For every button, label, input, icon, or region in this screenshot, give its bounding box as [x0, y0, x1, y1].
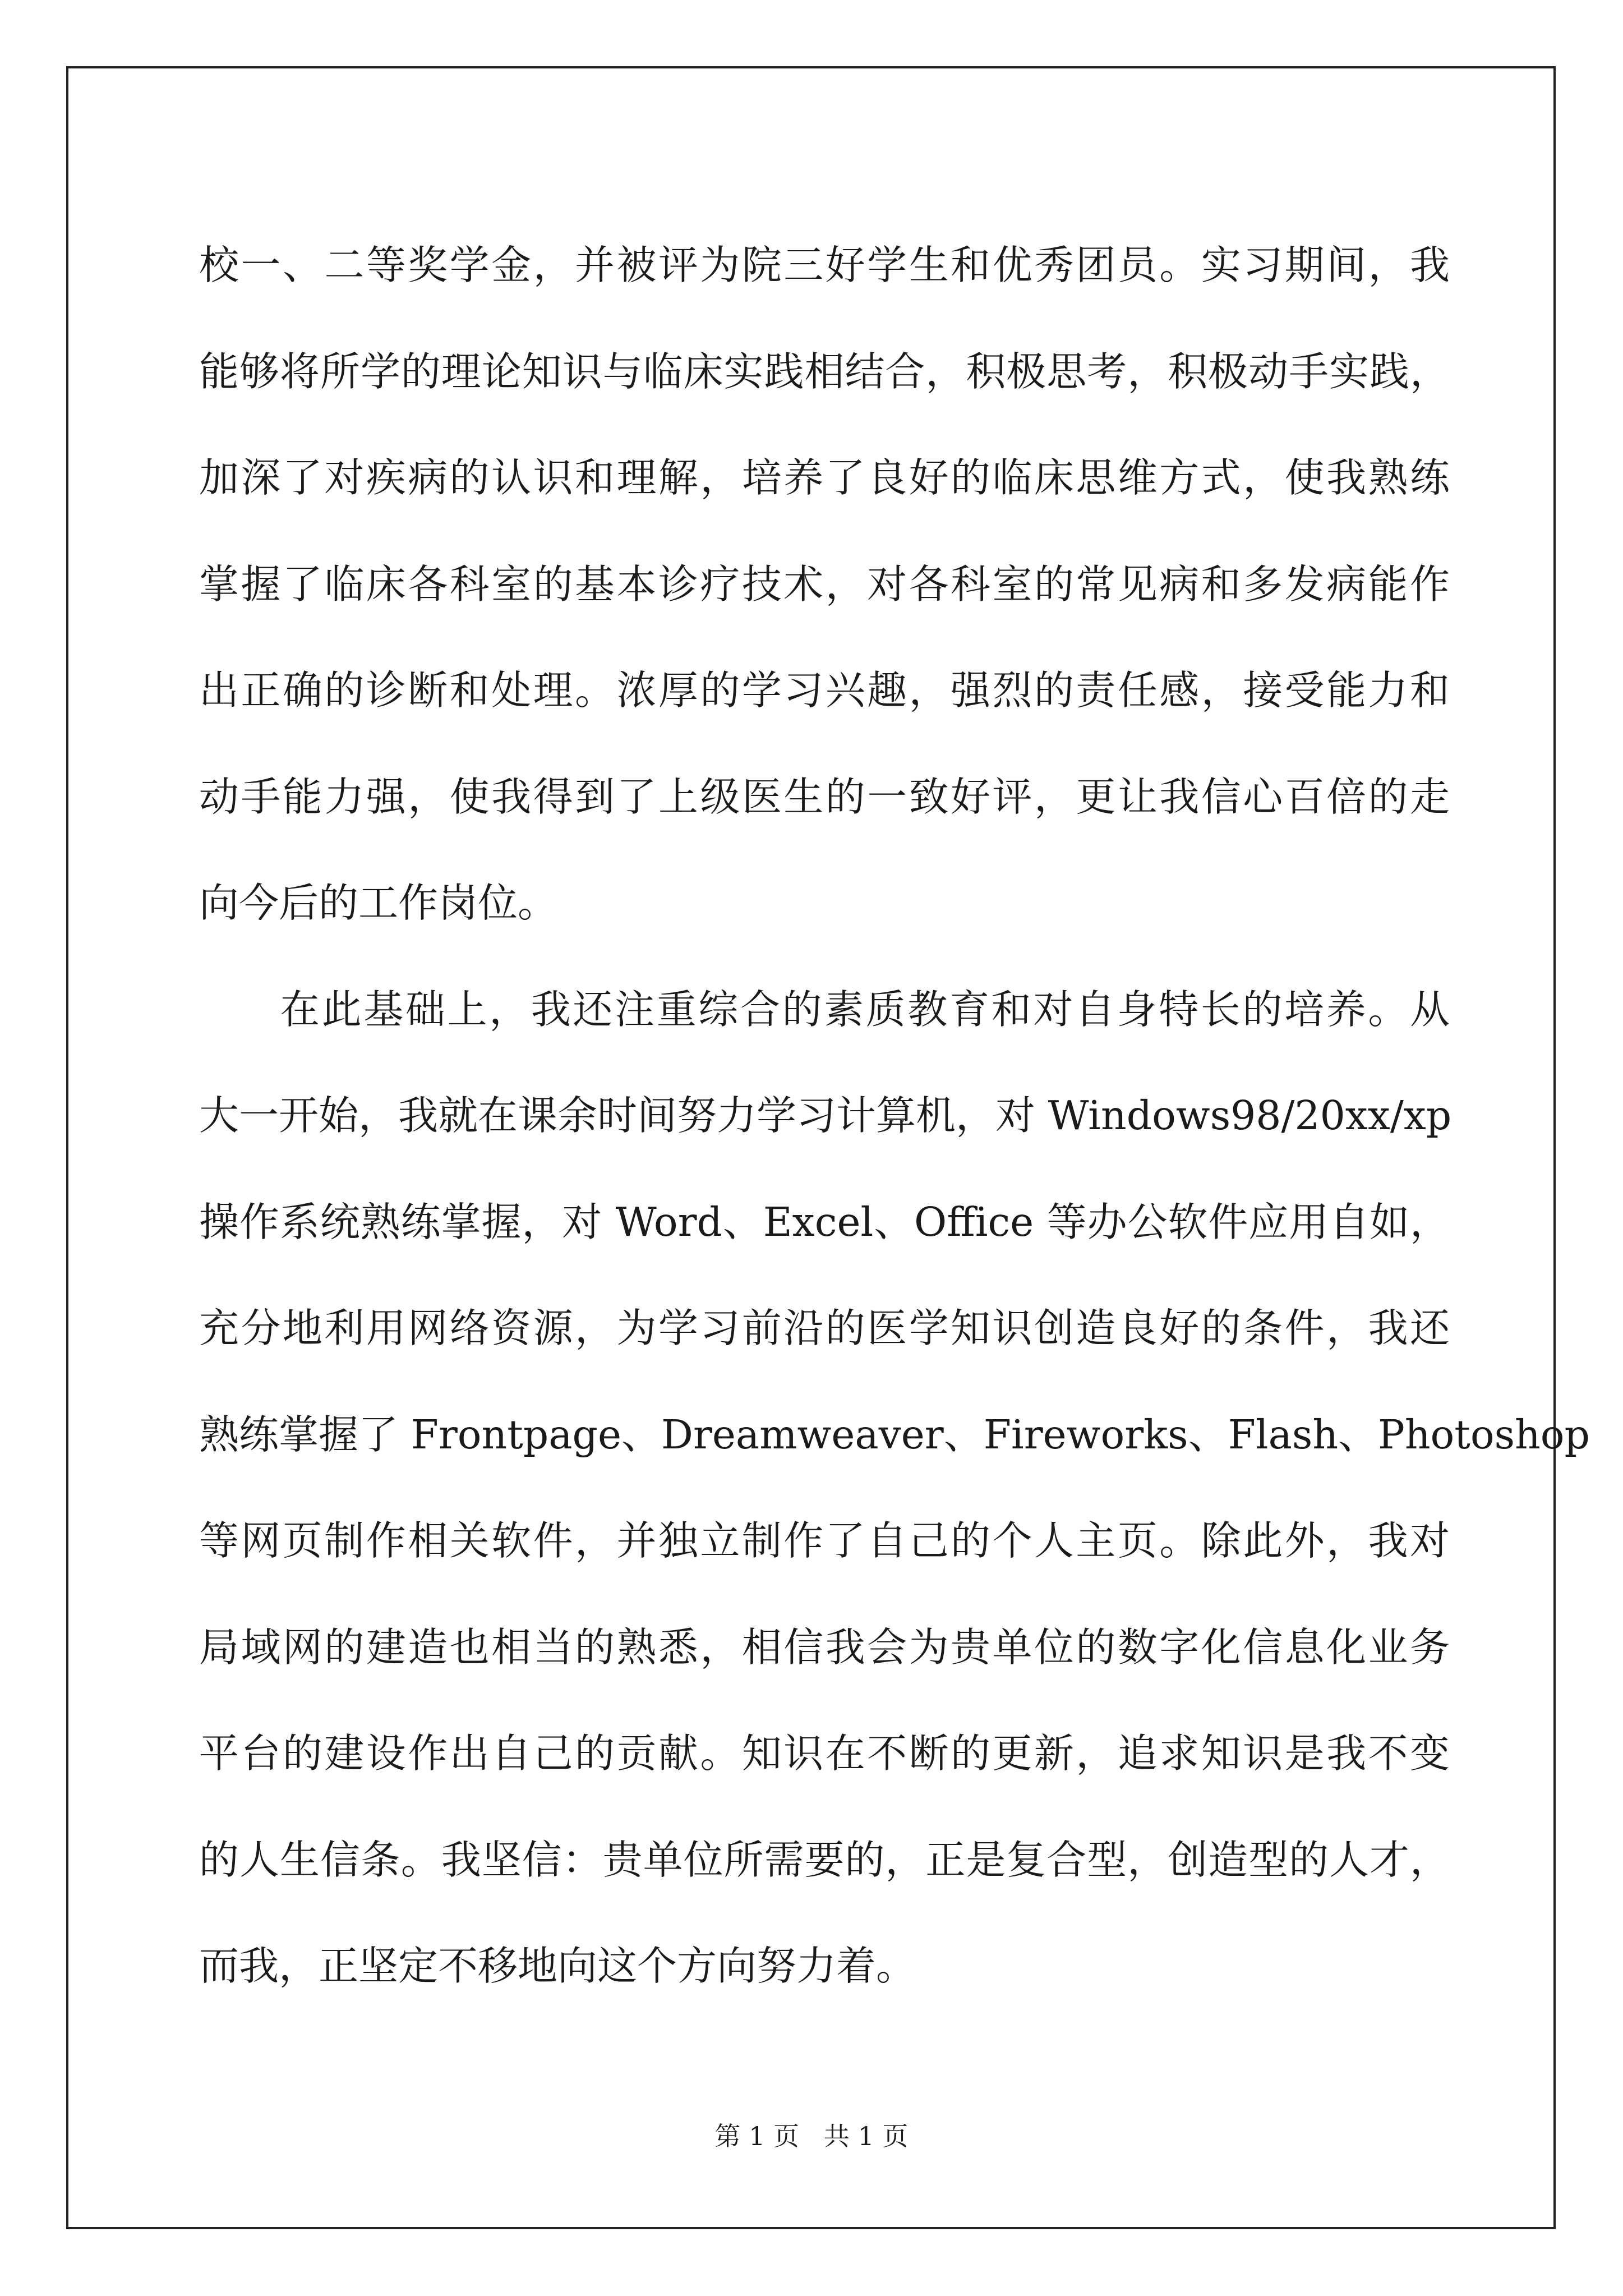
text-line: 充分地利用网络资源，为学习前沿的医学知识创造良好的条件，我还 [199, 1305, 1450, 1351]
text-line: 加深了对疾病的认识和理解，培养了良好的临床思维方式，使我熟练 [199, 454, 1450, 501]
text-line: 等网页制作相关软件，并独立制作了自己的个人主页。除此外，我对 [199, 1517, 1450, 1564]
text-line: 动手能力强，使我得到了上级医生的一致好评，更让我信心百倍的走 [199, 773, 1450, 820]
text-line: 熟练掌握了 Frontpage、Dreamweaver、Fireworks、Flash、Photoshop [199, 1411, 1590, 1458]
page-number-footer: 第 1 页 共 1 页 [714, 2121, 909, 2151]
text-line: 局域网的建造也相当的熟悉，相信我会为贵单位的数字化信息化业务 [199, 1623, 1450, 1671]
text-line: 掌握了临床各科室的基本诊疗技术，对各科室的常见病和多发病能作 [199, 560, 1450, 608]
paragraph-2 [199, 956, 1590, 2019]
paragraph-1 [199, 212, 1450, 956]
text-line: 而我，正坚定不移地向这个方向努力着。 [199, 1943, 916, 1989]
text-line: 出正确的诊断和处理。浓厚的学习兴趣，强烈的责任感，接受能力和 [199, 667, 1450, 714]
text-line: 校一、二等奖学金，并被评为院三好学生和优秀团员。实习期间，我 [199, 242, 1450, 288]
text-line: 的人生信条。我坚信：贵单位所需要的，正是复合型，创造型的人才， [199, 1836, 1450, 1883]
text-line: 平台的建设作出自己的贡献。知识在不断的更新，追求知识是我不变 [199, 1730, 1450, 1777]
text-line: 能够将所学的理论知识与临床实践相结合，积极思考，积极动手实践， [199, 348, 1450, 395]
text-line: 向今后的工作岗位。 [199, 880, 558, 926]
text-line: 大一开始，我就在课余时间努力学习计算机，对 Windows98/20xx/xp [199, 1092, 1452, 1139]
text-line: 操作系统熟练掌握，对 Word、Excel、Office 等办公软件应用自如， [199, 1198, 1450, 1245]
document-body [199, 212, 1590, 2019]
text-line: 在此基础上，我还注重综合的素质教育和对自身特长的培养。从 [280, 986, 1450, 1033]
